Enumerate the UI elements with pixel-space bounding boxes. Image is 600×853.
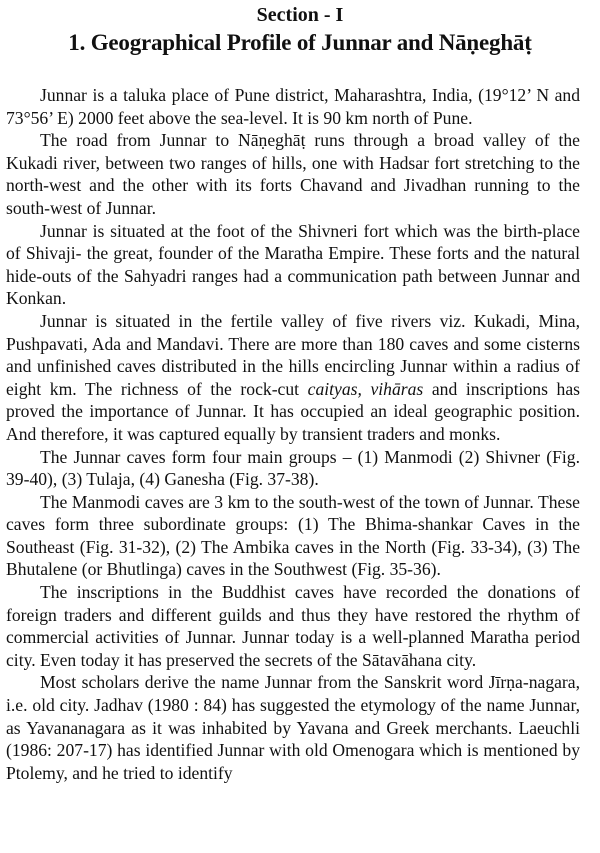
paragraph-rivers-text-end: and inscriptions has proved the importance of Junnar. It has occupied an ideal geographic position. And therefore, it was captured equally by transient traders and monks. <box>6 378 580 444</box>
paragraph-cave-groups: The Junnar caves form four main groups – (1) Manmodi (2) Shivner (Fig. 39-40), (3) Tulaja, (4) Ganesha (Fig. 37-38). <box>6 446 580 490</box>
paragraph-etymology: Most scholars derive the name Junnar from the Sanskrit word Jīrṇa-nagara, i.e. old city. Jadhav (1980 : 84) has suggested the etymology of the name Junnar, as Yavananagara as it was inhabited by Yavana and Greek merchants. Laeuchli (1986: 207-17) has identified Junnar with old Omenogara which is mentioned by Ptolemy, and he tried to identify <box>6 672 580 783</box>
paragraph-road: The road from Junnar to Nāṇeghāṭ runs through a broad valley of the Kukadi river, between two ranges of hills, one with Hadsar fort stretching to the north-west and the other with its forts Chavand and Jivadhan running to the south-west of Junnar. <box>6 130 580 218</box>
paragraph-rivers-text-start: Junnar is situated in the fertile valley of five rivers viz. Kukadi, Mina, Pushpavati, Ada and Mandavi. There are more than 180 caves and some cisterns and unfinished caves distributed in the hills encircling Junnar within a radius of eight km. The richness of the rock-cut <box>6 310 580 399</box>
paragraph-inscriptions: The inscriptions in the Buddhist caves have recorded the donations of foreign traders and different guilds and thus they have restored the rhythm of commercial activities of Junnar. Junnar today is a well-planned Maratha period city. Even today it has preserved the secrets of the Sātavāhana city. <box>6 582 580 670</box>
paragraph-rivers-italic-terms: caityas, vihāras <box>307 378 424 399</box>
section-label: Section - I <box>256 4 344 26</box>
chapter-title: 1. Geographical Profile of Junnar and Nāṇeghāṭ <box>68 30 532 55</box>
paragraph-shivneri: Junnar is situated at the foot of the Shivneri fort which was the birth-place of Shivaji- the great, founder of the Maratha Empire. These forts and the natural hide-outs of the Sahyadri ranges had a communication path between Junnar and Konkan. <box>6 220 580 309</box>
paragraph-manmodi: The Manmodi caves are 3 km to the south-west of the town of Junnar. These caves form three subordinate groups: (1) The Bhima-shankar Caves in the Southeast (Fig. 31-32), (2) The Ambika caves in the North (Fig. 33-34), (3) The Bhutalene (or Bhutlinga) caves in the Southwest (Fig. 35-36). <box>6 491 580 580</box>
body-text <box>6 84 580 784</box>
paragraph-location: Junnar is a taluka place of Pune district, Maharashtra, India, (19°12’ N and 73°56’ E) 2000 feet above the sea-level. It is 90 km north of Pune. <box>6 85 580 128</box>
paragraph-rivers <box>6 310 580 446</box>
